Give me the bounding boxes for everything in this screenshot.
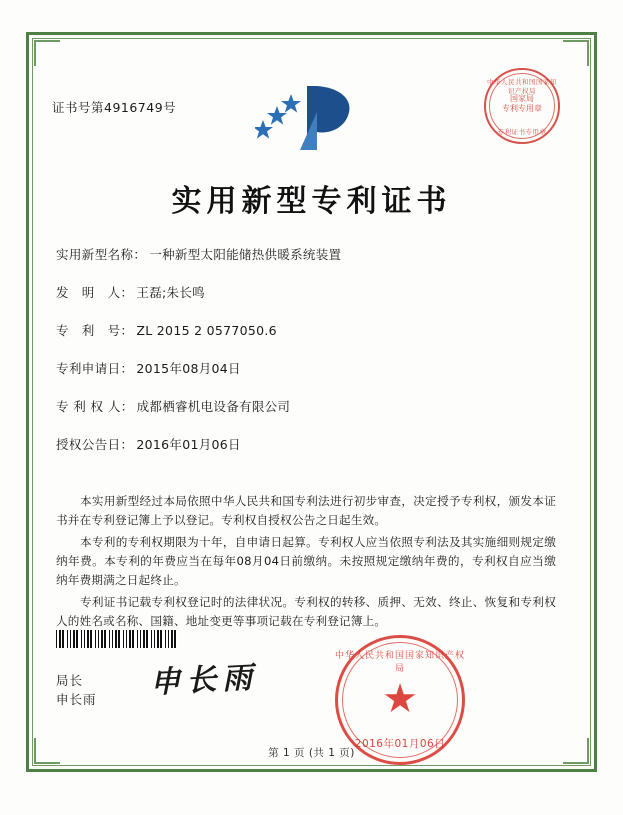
field-label: 发 明 人： <box>56 285 134 300</box>
cnipa-logo-icon <box>255 78 365 158</box>
page-title: 实用新型专利证书 <box>171 184 452 219</box>
corner-ornament-top-left <box>34 40 60 66</box>
seal-star-icon: ★ <box>382 676 418 723</box>
field-row <box>56 322 556 339</box>
field-label: 实用新型名称： <box>56 247 147 262</box>
certificate-number: 证书号第4916749号 <box>52 100 177 115</box>
top-stamp-bottom-text: 专利证书专用章 <box>497 128 547 136</box>
director-signature: 申长雨 <box>149 660 260 701</box>
field-value: 2015年08月04日 <box>136 361 241 376</box>
field-row <box>56 360 556 377</box>
director-role-label: 局长 <box>56 673 84 688</box>
patent-office-stamp-icon <box>484 68 560 144</box>
page-footer: 第 1 页 (共 1 页) <box>268 747 355 759</box>
certificate-body <box>56 492 556 634</box>
seal-date: 2016年01月06日 <box>354 738 446 750</box>
field-label: 授权公告日： <box>56 437 134 452</box>
seal-ring-text: 中华人民共和国国家知识产权局 <box>335 651 466 674</box>
body-paragraph: 专利证书记载专利权登记时的法律状况。专利权的转移、质押、无效、终止、恢复和专利权人的姓名或名称、国籍、地址变更等事项记载在专利登记簿上。 <box>56 595 556 628</box>
field-label: 专 利 号： <box>56 323 134 338</box>
top-stamp-center-line2: 专利专用章 <box>502 104 542 113</box>
field-value: 成都栖睿机电设备有限公司 <box>136 399 291 414</box>
field-value: 2016年01月06日 <box>136 437 241 452</box>
field-row <box>56 284 556 301</box>
body-paragraph: 本实用新型经过本局依照中华人民共和国专利法进行初步审查，决定授予专利权，颁发本证书并在专利登记簿上予以登记。专利权自授权公告之日起生效。 <box>56 494 556 527</box>
field-label: 专 利 权 人： <box>56 399 134 414</box>
field-value: ZL 2015 2 0577050.6 <box>136 323 277 338</box>
patent-barcode <box>56 630 178 648</box>
director-name: 申长雨 <box>56 692 97 707</box>
field-label: 专利申请日： <box>56 361 134 376</box>
field-row <box>56 246 556 263</box>
corner-ornament-top-right <box>563 40 589 66</box>
top-stamp-arc-text: 中华人民共和国国家知识产权局 <box>487 78 557 95</box>
field-row <box>56 398 556 415</box>
body-paragraph: 本专利的专利权期限为十年，自申请日起算。专利权人应当依照专利法及其实施细则规定缴纳年费。本专利的年费应当在每年08月04日前缴纳。未按照规定缴纳年费的，专利权自应当缴纳年费期满之日起终止。 <box>56 535 556 587</box>
field-value: 一种新型太阳能储热供暖系统装置 <box>149 247 342 262</box>
field-value: 王磊;朱长鸣 <box>136 285 205 300</box>
field-row <box>56 436 556 453</box>
top-stamp-center-line1: 国家局 <box>510 94 534 103</box>
certificate-fields <box>56 246 556 474</box>
